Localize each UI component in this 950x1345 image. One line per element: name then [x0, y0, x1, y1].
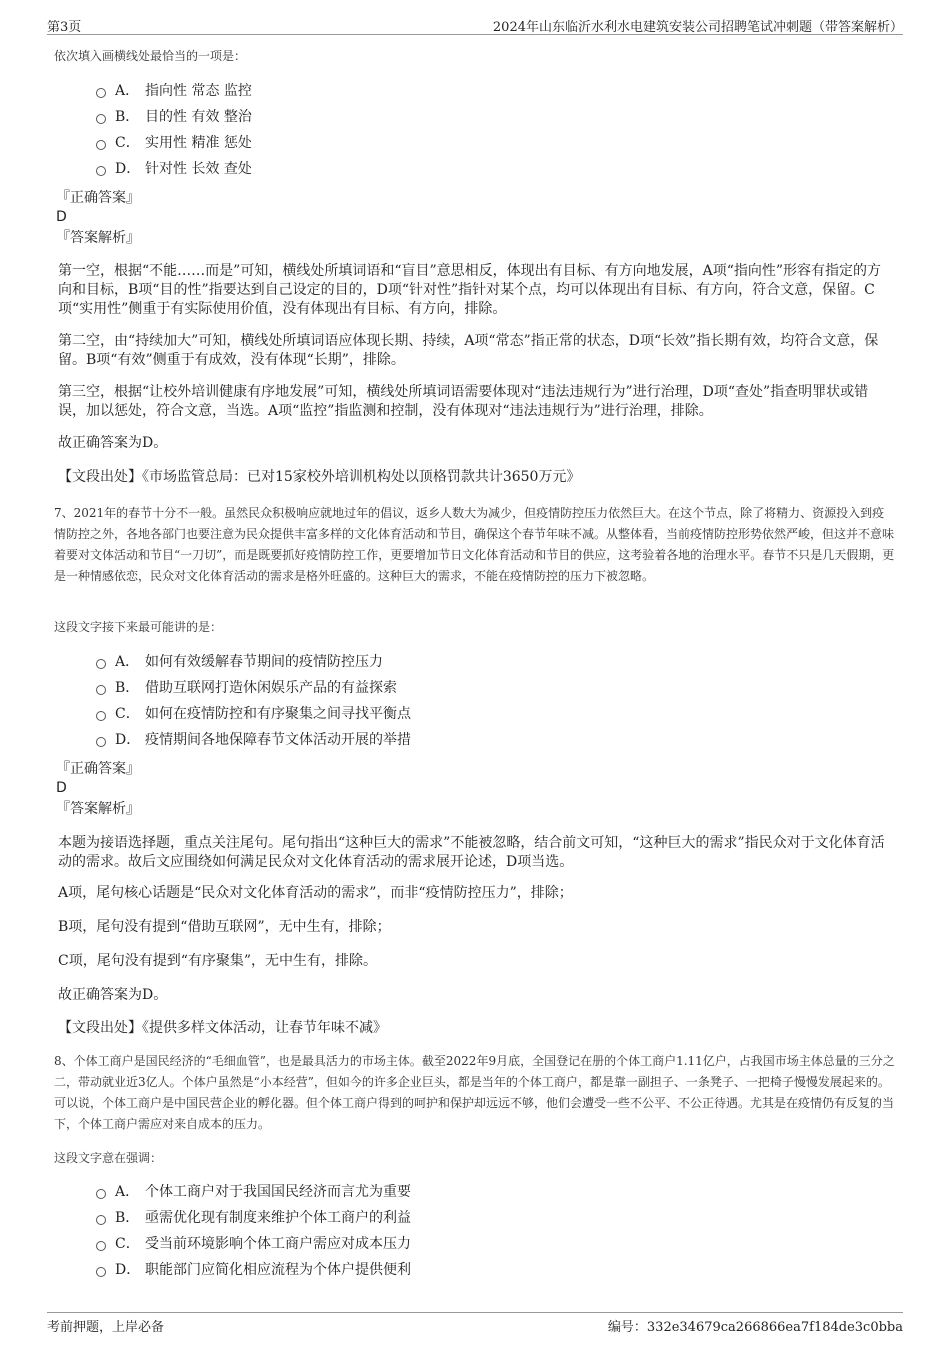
radio-icon[interactable]: [96, 1189, 106, 1199]
q7-option-c[interactable]: C． 如何在疫情防控和有序聚集之间寻找平衡点: [96, 703, 411, 725]
q6-analysis-1: 第一空，根据“不能……而是”可知，横线处所填词语和“盲目”意思相反，体现出有目标、有方向地发展，A项“指向性”形容有指定的方向和目标，B项“目的性”指要达到自己设定的目的，D项“针对性”指针对某个点，均可以体现出有目标、有方向，符合文意，保留。C项“实用性”侧重于有实际使用价值，没有体现出有目标、有方向，排除。: [58, 263, 882, 317]
page-header: [47, 14, 903, 35]
q7-option-a[interactable]: A． 如何有效缓解春节期间的疫情防控压力: [96, 651, 383, 673]
q8-option-d[interactable]: D． 职能部门应简化相应流程为个体户提供便利: [96, 1259, 411, 1281]
q6-option-a[interactable]: A． 指向性 常态 监控: [96, 80, 252, 102]
document-id: 编号：332e34679ca266866ea7f184de3c0bba: [607, 1320, 903, 1335]
footer-slogan: 考前押题，上岸必备: [47, 1320, 165, 1335]
q7-analysis-a: A项，尾句核心话题是“民众对文化体育活动的需求”，而非“疫情防控压力”，排除；: [58, 885, 573, 901]
q7-source: 【文段出处】《提供多样文体活动，让春节年味不减》: [58, 1020, 387, 1036]
q6-analysis-2: 第二空，由“持续加大”可知，横线处所填词语应体现长期、持续，A项“常态”指正常的状态，D项“长效”指长期有效，均符合文意，保留。B项“有效”侧重于有成效，没有体现“长期”，排除。: [58, 333, 879, 368]
q7-answer: D: [56, 780, 67, 796]
q6-option-c[interactable]: C． 实用性 精准 惩处: [96, 132, 252, 154]
q7-option-d[interactable]: D． 疫情期间各地保障春节文体活动开展的举措: [96, 729, 411, 751]
q6-conclusion: 故正确答案为D。: [58, 435, 168, 451]
q7-option-b[interactable]: B． 借助互联网打造休闲娱乐产品的有益探索: [96, 677, 397, 699]
q6-analysis-label: 『答案解析』: [56, 230, 140, 246]
radio-icon[interactable]: [96, 685, 106, 695]
q8-prompt: 这段文字意在强调：: [54, 1151, 163, 1165]
q7-analysis-c: C项，尾句没有提到“有序聚集”，无中生有，排除。: [58, 953, 378, 969]
radio-icon[interactable]: [96, 1241, 106, 1251]
document-title: 2024年山东临沂水利水电建筑安装公司招聘笔试冲刺题（带答案解析）: [492, 20, 903, 35]
radio-icon[interactable]: [96, 166, 106, 176]
page-number: 第3页: [47, 20, 82, 35]
q6-source: 【文段出处】《市场监管总局：已对15家校外培训机构处以顶格罚款共计3650万元》: [58, 469, 581, 485]
q7-analysis-b: B项，尾句没有提到“借助互联网”，无中生有，排除；: [58, 919, 391, 935]
radio-icon[interactable]: [96, 659, 106, 669]
q7-stem: 7、2021年的春节十分不一般。虽然民众积极响应就地过年的倡议，返乡人数大为减少，但疫情防控压力依然巨大。在这个节点，除了将精力、资源投入到疫情防控之外，各地各部门也要注意为民众提供丰富多样的文化体育活动和节目，确保这个春节年味不减。从整体看，当前疫情防控形势依然严峻，但这并不意味着要对文体活动和节目“一刀切”，而是既要抓好疫情防控工作，更要增加节日文化体育活动和节目的供应，这考验着各地的治理水平。春节不只是几天假期，更是一种情感依恋，民众对文化体育活动的需求是格外旺盛的。这种巨大的需求，不能在疫情防控的压力下被忽略。: [54, 506, 895, 583]
q8-option-b[interactable]: B． 亟需优化现有制度来维护个体工商户的利益: [96, 1207, 411, 1229]
q6-prompt: 依次填入画横线处最恰当的一项是：: [54, 49, 247, 63]
q7-conclusion: 故正确答案为D。: [58, 987, 168, 1003]
radio-icon[interactable]: [96, 1215, 106, 1225]
q8-option-a[interactable]: A． 个体工商户对于我国国民经济而言尤为重要: [96, 1181, 411, 1203]
radio-icon[interactable]: [96, 114, 106, 124]
radio-icon[interactable]: [96, 737, 106, 747]
q6-option-d[interactable]: D． 针对性 长效 查处: [96, 158, 252, 180]
q7-analysis-1: 本题为接语选择题，重点关注尾句。尾句指出“这种巨大的需求”不能被忽略，结合前文可知，“这种巨大的需求”指民众对于文化体育活动的需求。故后文应围绕如何满足民众对文化体育活动的需求展开论述，D项当选。: [58, 835, 885, 870]
q6-option-b[interactable]: B． 目的性 有效 整治: [96, 106, 252, 128]
q7-answer-label: 『正确答案』: [56, 761, 140, 777]
q8-option-c[interactable]: C． 受当前环境影响个体工商户需应对成本压力: [96, 1233, 411, 1255]
page-footer: [47, 1312, 903, 1333]
q6-answer: D: [56, 209, 67, 225]
q8-stem: 8、个体工商户是国民经济的“毛细血管”，也是最具活力的市场主体。截至2022年9月底，全国登记在册的个体工商户1.11亿户，占我国市场主体总量的三分之二，带动就业近3亿人。个体户虽然是“小本经营”，但如今的许多企业巨头，都是当年的个体工商户，都是靠一副担子、一条凳子、一把椅子慢慢发展起来的。可以说，个体工商户是中国民营企业的孵化器。但个体工商户得到的呵护和保护却远远不够，他们会遭受一些不公平、不公正待遇。尤其是在疫情仍有反复的当下，个体工商户需应对来自成本的压力。: [54, 1054, 895, 1131]
q7-analysis-label: 『答案解析』: [56, 801, 140, 817]
radio-icon[interactable]: [96, 711, 106, 721]
radio-icon[interactable]: [96, 88, 106, 98]
q6-analysis-3: 第三空，根据“让校外培训健康有序地发展”可知，横线处所填词语需要体现对“违法违规行为”进行治理，D项“查处”指查明罪状或错误，加以惩处，符合文意，当选。A项“监控”指监测和控制，没有体现对“违法违规行为”进行治理，排除。: [58, 384, 869, 419]
q7-prompt: 这段文字接下来最可能讲的是：: [54, 620, 223, 634]
radio-icon[interactable]: [96, 140, 106, 150]
q6-answer-label: 『正确答案』: [56, 190, 140, 206]
radio-icon[interactable]: [96, 1267, 106, 1277]
